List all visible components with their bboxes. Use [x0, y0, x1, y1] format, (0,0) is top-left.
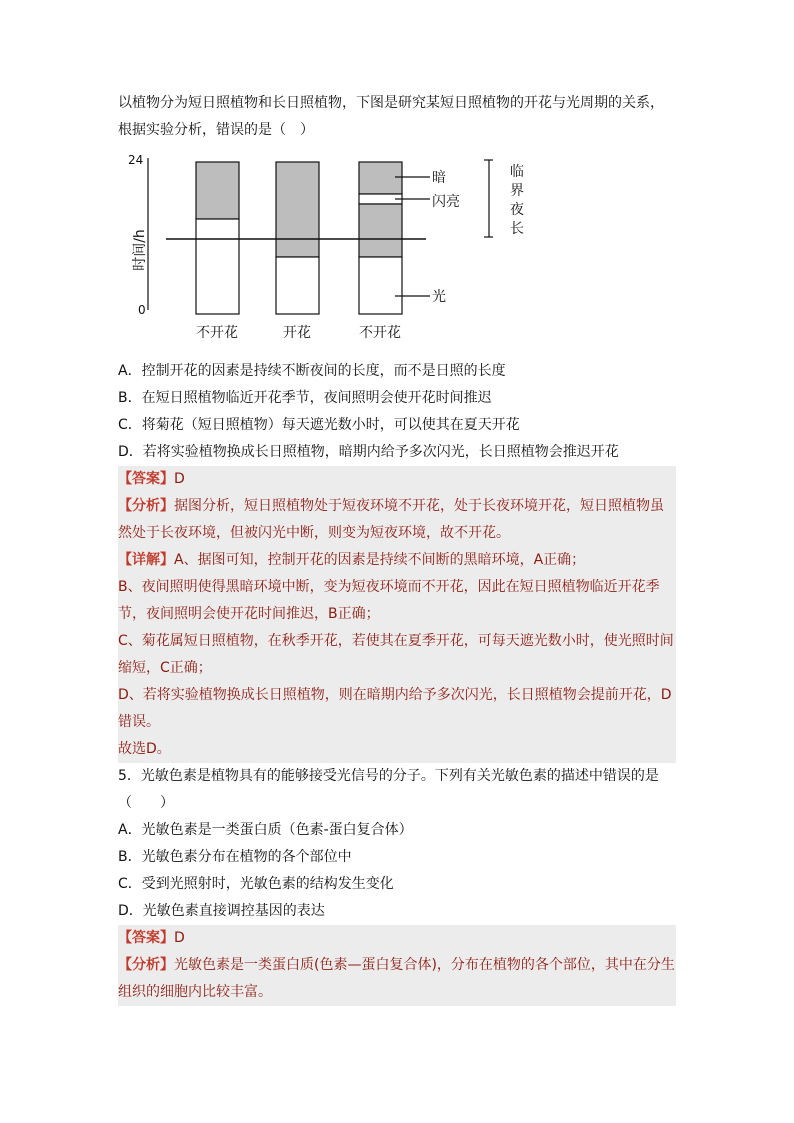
label-dark: 暗	[432, 170, 446, 186]
q5-option-c: C．受到光照射时，光敏色素的结构发生变化	[118, 876, 394, 892]
q4-option-b: B．在短日照植物临近开花季节，夜间照明会使开花时间推迟	[118, 390, 492, 406]
q4-analysis	[118, 493, 676, 547]
q4-solution-block	[118, 466, 676, 763]
label-flash: 闪亮	[432, 194, 460, 210]
q5-analysis-tag: 【分析】	[118, 957, 174, 973]
bar3-light	[359, 257, 402, 314]
bar2-light	[276, 257, 319, 314]
photoperiod-figure	[118, 150, 676, 350]
q5-solution-block	[118, 925, 676, 1006]
detail-tag: 【详解】	[118, 552, 174, 568]
bar1-label: 不开花	[196, 325, 238, 341]
bar3-dark-upper	[359, 162, 402, 194]
bar1-dark	[196, 162, 239, 219]
q4-conclusion: 故选D。	[118, 736, 676, 763]
question-5-stem: 5．光敏色素是植物具有的能够接受光信号的分子。下列有关光敏色素的描述中错误的是（ ）	[118, 768, 659, 811]
question-4-stem: 以植物分为短日照植物和长日照植物，下图是研究某短日照植物的开花与光周期的关系，根据实验分析，错误的是（ ）	[118, 95, 664, 138]
q4-option-a: A．控制开花的因素是持续不断夜间的长度，而不是日照的长度	[118, 363, 506, 379]
q5-option-d: D．光敏色素直接调控基因的表达	[118, 903, 325, 919]
label-light: 光	[432, 289, 446, 305]
analysis-tag: 【分析】	[118, 498, 174, 514]
analysis-text: 据图分析，短日照植物处于短夜环境不开花，处于长夜环境开花，短日照植物虽然处于长夜环境，但被闪光中断，则变为短夜环境，故不开花。	[118, 498, 664, 541]
q5-analysis-text: 光敏色素是一类蛋白质(色素—蛋白复合体)，分布在植物的各个部位，其中在分生组织的细胞内比较丰富。	[118, 957, 675, 1000]
critical-char-2: 界	[510, 183, 524, 199]
q4-answer	[118, 466, 676, 493]
bar2-label: 开花	[283, 325, 311, 341]
bar1-light	[196, 219, 239, 314]
critical-char-4: 长	[510, 221, 524, 237]
q5-answer	[118, 925, 676, 952]
y-tick-top: 24	[128, 153, 144, 167]
critical-char-1: 临	[510, 164, 524, 180]
q5-answer-tag: 【答案】	[118, 930, 174, 946]
bar3-dark-lower	[359, 204, 402, 257]
detail-text-a: A、据图可知，控制开花的因素是持续不间断的黑暗环境，A正确；	[174, 552, 586, 568]
q5-analysis	[118, 952, 676, 1006]
q5-answer-value: D	[174, 930, 185, 946]
q4-option-d: D．若将实验植物换成长日照植物，暗期内给予多次闪光，长日照植物会推迟开花	[118, 444, 619, 460]
bar3-label: 不开花	[359, 325, 401, 341]
answer-value: D	[174, 471, 185, 487]
photoperiod-diagram	[118, 150, 676, 350]
y-tick-bottom: 0	[138, 303, 146, 317]
bar2-dark	[276, 162, 319, 257]
q4-detail-c: C、菊花属短日照植物，在秋季开花，若使其在夏季开花，可每天遮光数小时，使光照时间缩短，C正确；	[118, 628, 676, 682]
q4-detail-a	[118, 547, 676, 574]
q4-detail-d: D、若将实验植物换成长日照植物，则在暗期内给予多次闪光，长日照植物会提前开花，D错误。	[118, 682, 676, 736]
q5-option-a: A．光敏色素是一类蛋白质（色素-蛋白复合体）	[118, 822, 413, 838]
q5-option-b: B．光敏色素分布在植物的各个部位中	[118, 849, 352, 865]
q4-detail-b: B、夜间照明使得黑暗环境中断，变为短夜环境而不开花，因此在短日照植物临近开花季节，夜间照明会使开花时间推迟，B正确；	[118, 574, 676, 628]
answer-tag: 【答案】	[118, 471, 174, 487]
critical-char-3: 夜	[510, 202, 524, 218]
q4-option-c: C．将菊花（短日照植物）每天遮光数小时，可以使其在夏天开花	[118, 417, 520, 433]
y-axis-label: 时间/h	[132, 229, 148, 271]
worksheet-page	[118, 90, 676, 1006]
